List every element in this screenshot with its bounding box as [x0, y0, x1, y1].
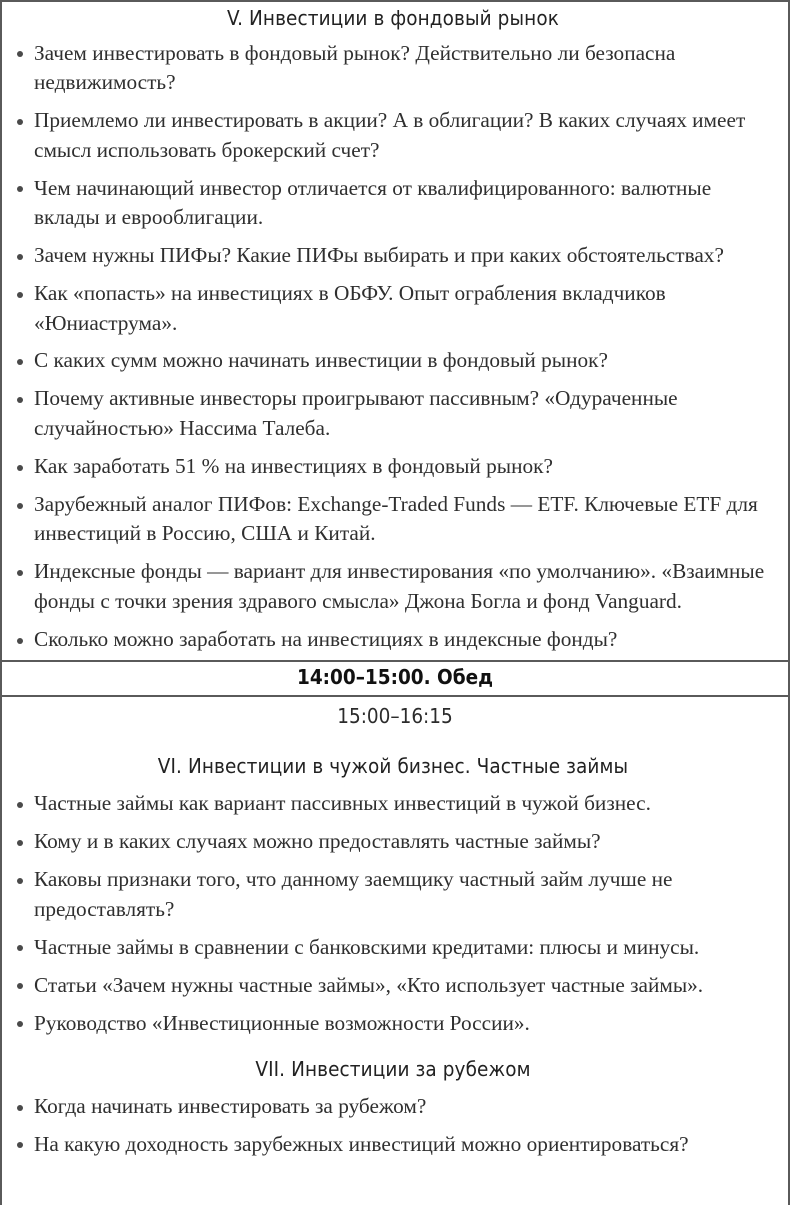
bullet-dot-icon — [17, 503, 23, 509]
list-item-text: Частные займы в сравнении с банковскими кредитами: плюсы и минусы. — [34, 934, 700, 959]
lunch-break-row: 14:00–15:00. Обед — [2, 660, 788, 697]
bullet-list-section-vii — [2, 1092, 788, 1159]
list-item-text: Индексные фонды — вариант для инвестирования «по умолчанию». «Взаимные фонды с точки зрения здравого смысла» Джона Богла и фонд Vanguard. — [34, 559, 765, 613]
list-item — [2, 106, 788, 165]
list-item-text: Сколько можно заработать на инвестициях в индексные фонды? — [34, 626, 618, 651]
list-item — [2, 933, 788, 962]
list-item-text: Руководство «Инвестиционные возможности России». — [34, 1010, 530, 1035]
section-heading-v: V. Инвестиции в фондовый рынок — [227, 6, 559, 30]
list-item-text: Зачем инвестировать в фондовый рынок? Действительно ли безопасна недвижимость? — [34, 40, 676, 95]
list-item — [2, 39, 788, 98]
list-item — [2, 279, 788, 338]
bullet-dot-icon — [17, 254, 23, 260]
list-item-text: Чем начинающий инвестор отличается от квалифицированного: валютные вклады и еврооблигации. — [34, 175, 712, 230]
bullet-dot-icon — [17, 1021, 23, 1027]
bullet-dot-icon — [17, 465, 23, 471]
bullet-list-section-v — [2, 39, 788, 655]
list-item — [2, 241, 788, 270]
list-item-text: Зарубежный аналог ПИФов: Exchange-Traded Funds — ETF. Ключевые ETF для инвестиций в Россию, США и Китай. — [34, 491, 758, 546]
list-item-text: Как заработать 51 % на инвестициях в фондовый рынок? — [34, 453, 553, 478]
list-item-text: Статьи «Зачем нужны частные займы», «Кто использует частные займы». — [34, 972, 704, 997]
list-item-text: Кому и в каких случаях можно предоставлять частные займы? — [34, 829, 601, 854]
bullet-dot-icon — [17, 945, 23, 951]
list-item — [2, 1130, 788, 1159]
time-slot-label: 15:00–16:15 — [337, 703, 453, 728]
bullet-dot-icon — [17, 878, 23, 884]
list-item-text: Почему активные инвесторы проигрывают пассивным? «Одураченные случайностью» Нассима Талеба. — [34, 386, 678, 440]
list-item — [2, 1092, 788, 1121]
list-item-text: Когда начинать инвестировать за рубежом? — [34, 1093, 427, 1118]
list-item — [2, 490, 788, 549]
bullet-dot-icon — [17, 186, 23, 192]
bullet-dot-icon — [17, 570, 23, 576]
list-item — [2, 971, 788, 1000]
list-item-text: С каких сумм можно начинать инвестиции в фондовый рынок? — [34, 348, 608, 373]
bullet-dot-icon — [17, 51, 23, 57]
bullet-dot-icon — [17, 359, 23, 365]
bullet-dot-icon — [17, 119, 23, 125]
bullet-list-section-vi — [2, 789, 788, 1038]
bullet-dot-icon — [17, 638, 23, 644]
list-item — [2, 827, 788, 856]
list-item-text: Зачем нужны ПИФы? Какие ПИФы выбирать и при каких обстоятельствах? — [34, 243, 724, 268]
bullet-dot-icon — [17, 397, 23, 403]
list-item-text: На какую доходность зарубежных инвестиций можно ориентироваться? — [34, 1131, 689, 1156]
bullet-dot-icon — [17, 802, 23, 808]
list-item-text: Каковы признаки того, что данному заемщику частный займ лучше не предоставлять? — [34, 867, 673, 921]
list-item — [2, 1009, 788, 1038]
section-heading-vi: VI. Инвестиции в чужой бизнес. Частные займы — [157, 753, 629, 778]
list-item — [2, 346, 788, 375]
list-item — [2, 789, 788, 818]
list-item — [2, 384, 788, 443]
list-item-text: Частные займы как вариант пассивных инвестиций в чужой бизнес. — [34, 791, 651, 816]
list-item-text: Как «попасть» на инвестициях в ОБФУ. Опыт ограбления вкладчиков «Юниаструма». — [34, 281, 666, 335]
bullet-dot-icon — [17, 292, 23, 298]
bullet-dot-icon — [17, 1105, 23, 1111]
bullet-dot-icon — [17, 1142, 23, 1148]
list-item-text: Приемлемо ли инвестировать в акции? А в облигации? В каких случаях имеет смысл использовать брокерский счет? — [34, 108, 746, 162]
bullet-dot-icon — [17, 840, 23, 846]
list-item — [2, 865, 788, 924]
section-heading-vii: VII. Инвестиции за рубежом — [255, 1057, 531, 1082]
list-item — [2, 557, 788, 616]
list-item — [2, 174, 788, 233]
bullet-dot-icon — [17, 983, 23, 989]
list-item — [2, 625, 788, 654]
list-item — [2, 452, 788, 481]
